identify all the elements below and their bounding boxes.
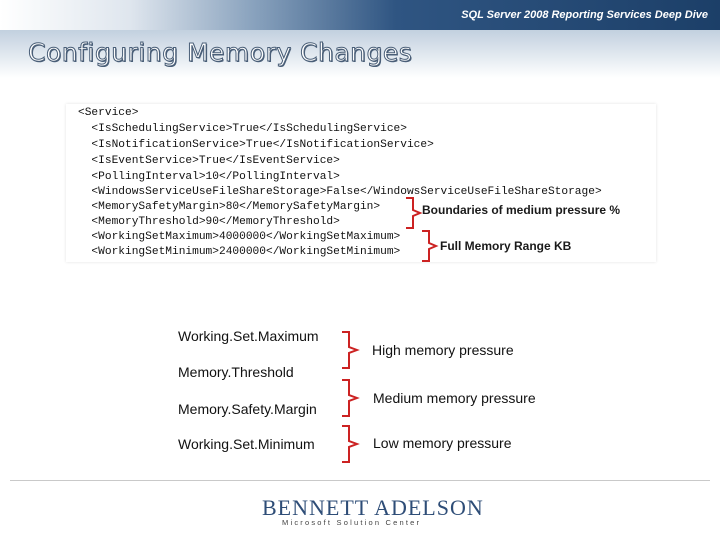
code-line: <PollingInterval>10</PollingInterval> <box>78 171 340 183</box>
code-line: <IsSchedulingService>True</IsSchedulingService> <box>78 123 407 135</box>
medium-pressure-label: Medium memory pressure <box>373 390 536 406</box>
logo-subtitle: Microsoft Solution Center <box>282 518 422 527</box>
code-line: <WorkingSetMinimum>2400000</WorkingSetMinimum> <box>78 246 401 258</box>
medium-pressure-brace-icon <box>340 378 362 418</box>
code-line: <WorkingSetMaximum>4000000</WorkingSetMaximum> <box>78 231 401 243</box>
high-pressure-label: High memory pressure <box>372 342 514 358</box>
low-pressure-brace-icon <box>340 424 362 464</box>
working-set-maximum-label: Working.Set.Maximum <box>178 328 319 344</box>
footer-divider <box>10 480 710 481</box>
bennett-adelson-logo: BENNETT ADELSON <box>262 495 484 520</box>
range-brace-icon <box>420 229 440 263</box>
code-line: <Service> <box>78 107 139 119</box>
slide-title: Configuring Memory Changes <box>28 38 413 67</box>
code-line: <IsEventService>True</IsEventService> <box>78 155 340 167</box>
header-title: SQL Server 2008 Reporting Services Deep Dive <box>461 9 708 21</box>
code-line: <MemorySafetyMargin>80</MemorySafetyMargin> <box>78 201 381 213</box>
header-bar <box>0 0 720 30</box>
code-line: <WindowsServiceUseFileShareStorage>False</WindowsServiceUseFileShareStorage> <box>78 186 602 198</box>
code-line: <IsNotificationService>True</IsNotificationService> <box>78 139 434 151</box>
pressure-brace-icon <box>404 196 424 230</box>
memory-threshold-label: Memory.Threshold <box>178 364 294 380</box>
code-line: <MemoryThreshold>90</MemoryThreshold> <box>78 216 340 228</box>
pressure-callout: Boundaries of medium pressure % <box>422 203 621 217</box>
range-callout: Full Memory Range KB <box>440 239 572 253</box>
memory-safety-margin-label: Memory.Safety.Margin <box>178 401 317 417</box>
working-set-minimum-label: Working.Set.Minimum <box>178 436 315 452</box>
low-pressure-label: Low memory pressure <box>373 435 512 451</box>
high-pressure-brace-icon <box>340 330 362 370</box>
